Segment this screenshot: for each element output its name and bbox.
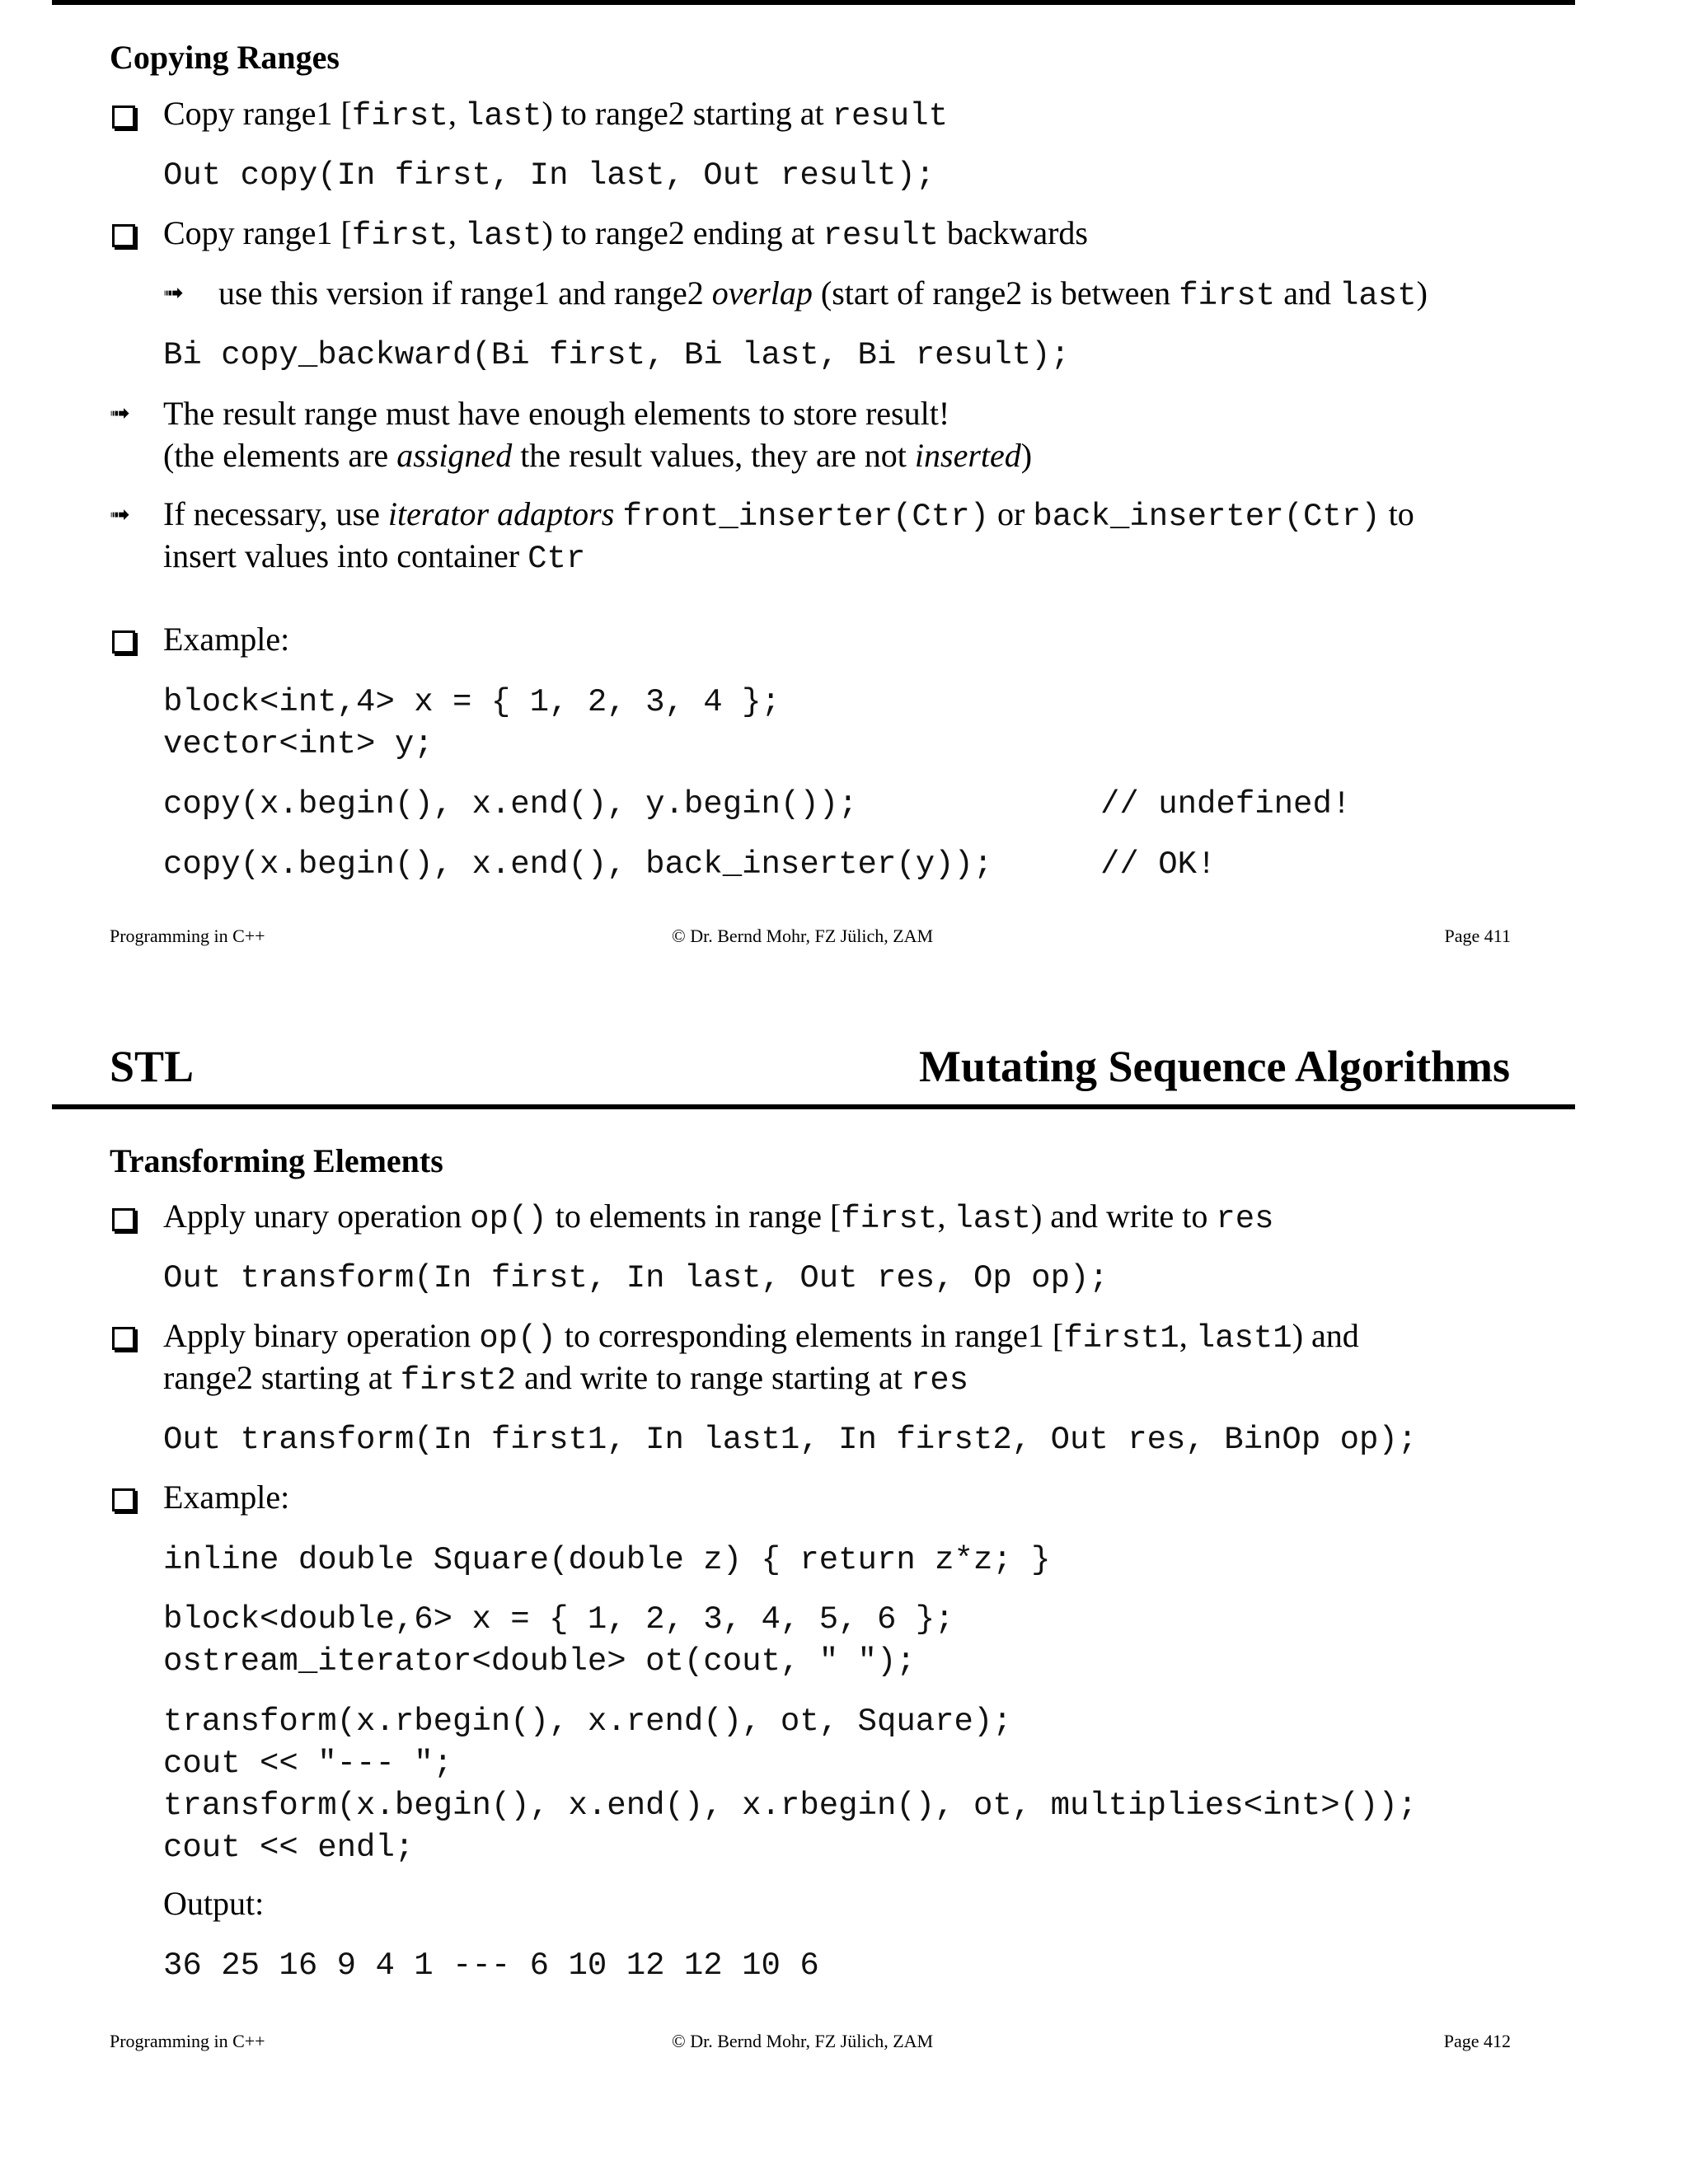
code-line: inline double Square(double z) { return z*z; } [163, 1542, 1051, 1578]
code-copy-backward-signature: Bi copy_backward(Bi first, Bi last, Bi result); [163, 337, 1070, 373]
example-label: Example: [163, 1479, 290, 1516]
bullet-copy-backward: Copy range1 [first, last) to range2 ending at result backwards [163, 214, 1088, 254]
code-line: block<int,4> x = { 1, 2, 3, 4 }; [163, 684, 781, 720]
code-line: copy(x.begin(), x.end(), y.begin()); [163, 786, 858, 823]
checkbox-bullet-icon [112, 1208, 135, 1231]
checkbox-bullet-icon [112, 105, 135, 129]
footer-page-number: Page 412 [1443, 2031, 1511, 2051]
section-title-transforming: Transforming Elements [110, 1142, 443, 1179]
code-comment: // undefined! [1100, 786, 1352, 823]
code-line: cout << "--- "; [163, 1746, 453, 1782]
code-transform-binary-signature: Out transform(In first1, In last1, In first2, Out res, BinOp op); [163, 1422, 1418, 1458]
example-label: Example: [163, 621, 290, 658]
arrow-bullet-icon: ➟ [110, 399, 131, 428]
arrow-bullet-icon: ➟ [163, 279, 185, 307]
bullet-binary-transform-line2: range2 starting at first2 and write to range starting at res [163, 1359, 969, 1399]
footer-course: Programming in C++ [110, 2031, 265, 2051]
page-header-title: Mutating Sequence Algorithms [918, 1042, 1510, 1091]
code-copy-signature: Out copy(In first, In last, Out result); [163, 157, 935, 194]
note-result-range: The result range must have enough elements to store result! [163, 395, 950, 432]
code-transform-unary-signature: Out transform(In first, In last, Out res, Op op); [163, 1260, 1109, 1296]
bullet-unary-transform: Apply unary operation op() to elements in range [first, last) and write to res [163, 1197, 1274, 1237]
footer-author: © Dr. Bernd Mohr, FZ Jülich, ZAM [672, 2031, 934, 2051]
note-result-range-detail: (the elements are assigned the result values, they are not inserted) [163, 437, 1033, 474]
top-rule [52, 0, 1575, 5]
checkbox-bullet-icon [112, 224, 135, 247]
output-value: 36 25 16 9 4 1 --- 6 10 12 12 10 6 [163, 1947, 819, 1984]
checkbox-bullet-icon [112, 1327, 135, 1350]
footer-page-number: Page 411 [1444, 926, 1511, 946]
note-iterator-adaptors-line2: insert values into container Ctr [163, 537, 586, 577]
bullet-copy-forward: Copy range1 [first, last) to range2 starting at result [163, 95, 949, 134]
code-line: ostream_iterator<double> ot(cout, " "); [163, 1643, 916, 1680]
code-comment: // OK! [1100, 846, 1217, 883]
note-iterator-adaptors: If necessary, use iterator adaptors front_inserter(Ctr) or back_inserter(Ctr) to [163, 495, 1414, 535]
code-line: transform(x.rbegin(), x.rend(), ot, Square); [163, 1704, 1012, 1740]
code-line: transform(x.begin(), x.end(), x.rbegin(), ot, multiplies<int>()); [163, 1788, 1418, 1824]
code-line: block<double,6> x = { 1, 2, 3, 4, 5, 6 }; [163, 1601, 954, 1638]
arrow-bullet-icon: ➟ [110, 500, 131, 529]
code-line: copy(x.begin(), x.end(), back_inserter(y)); [163, 846, 993, 883]
page-header-left: STL [110, 1042, 195, 1091]
header-rule [52, 1104, 1575, 1109]
footer-course: Programming in C++ [110, 926, 265, 946]
code-line: cout << endl; [163, 1830, 415, 1866]
code-line: vector<int> y; [163, 726, 434, 762]
footer-author: © Dr. Bernd Mohr, FZ Jülich, ZAM [672, 926, 934, 946]
sub-bullet-overlap: use this version if range1 and range2 overlap (start of range2 is between first and last) [218, 274, 1428, 314]
checkbox-bullet-icon [112, 630, 135, 654]
bullet-binary-transform: Apply binary operation op() to corresponding elements in range1 [first1, last1) and [163, 1317, 1359, 1357]
checkbox-bullet-icon [112, 1488, 135, 1511]
section-title-copying-ranges: Copying Ranges [110, 39, 340, 76]
output-label: Output: [163, 1885, 265, 1922]
